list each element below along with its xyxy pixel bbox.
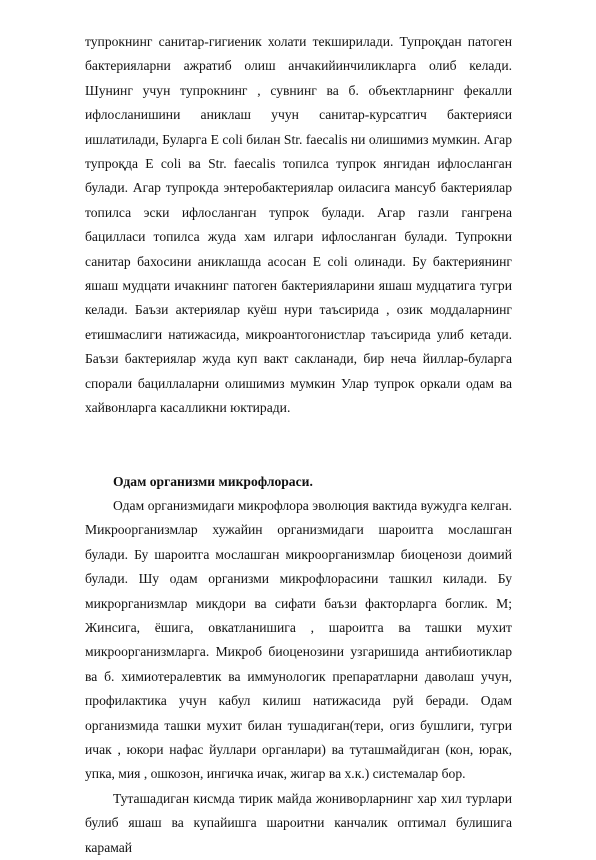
paragraph-microflora: Одам организмидаги микрофлора эволюция вактида вужудга келган. Микроорганизмлар хужайин организмидаги шароитга мослашган булади. Бу шароитга мослашган микроорганизмлар биоценози доимий булади. Шу одам организми микрофлорасини ташкил килади. Бу микрорганизмлар микдори ва сифати баъзи факторларга боглик. М; Жинсига, ёшига, овкатланишига , шароитга ва ташки мухит микроорганизмларга. Микроб биоценозини узгаришида антибиотиклар ва б. химиотералевтик ва иммунологик препаратларни даволаш учун, профилактика учун кабул килиш натижасида руй беради. Одам организмида ташки мухит билан тушадиган(тери, огиз бушлиги, тугри ичак , юкори нафас йуллари органлари) ва туташмайдиган (кон, юрак, упка, мия , ошкозон, ингичка ичак, жигар ва х.к.) системалар бор. bbox=[85, 497, 512, 782]
document-page bbox=[85, 30, 512, 860]
section-heading: Одам организми микрофлораси. bbox=[113, 473, 313, 489]
paragraph-gap bbox=[85, 421, 512, 470]
paragraph-soil-sanitary: тупрокнинг санитар-гигиеник холати текширилади. Тупроқдан патоген бактерияларни ажратиб олиш анчакийинчиликларга олиб келади. Шунинг учун тупрокнинг , сувнинг ва б. объектларнинг фекалли ифлосланишини аниклаш учун санитар-курсатгич бактерияси ишлатилади, Буларга E coli билан Str. faecalis ни олишимиз мумкин. Агар тупроқда E coli ва Str. faecalis топилса тупрок янгидан ифлосланган булади. Агар тупрокда энтеробактериялар оиласига мансуб бактериялар топилса эски ифлосланган тупрок булади. Агар газли гангрена бацилласи топилса жуда хам илгари ифлосланган булади. Тупрокни санитар бахосини аниклашда асосан E coli олинади. Бу бактериянинг яшаш мудцати ичакнинг патоген бактерияларини яшаш мудцатига тугри келади. Баъзи актериялар куёш нури таъсирида , озик моддаларнинг етишмаслиги натижасида, микроантогонистлар таъсирида улиб кетади. Баъзи бактериялар жуда куп вакт сакланади, бир неча йиллар-буларга спорали бациллаларни олишимиз мумкин Улар тупрок оркали одам ва хайвонларга касалликни юктиради. bbox=[85, 34, 512, 416]
paragraph-contact-systems: Туташадиган кисмда тирик майда жониворларнинг хар хил турлари булиб яшаш ва купайишга шароитни канчалик оптимал булишига карамай bbox=[85, 790, 512, 855]
